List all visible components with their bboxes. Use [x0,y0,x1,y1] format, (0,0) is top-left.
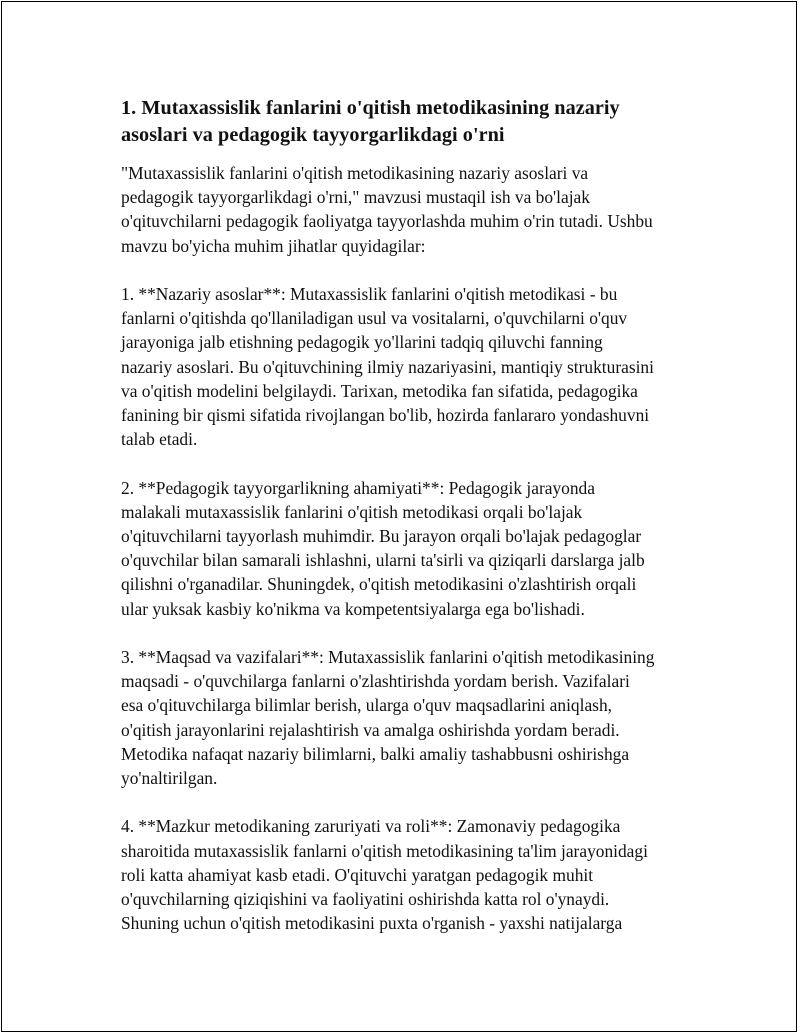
paragraph-goals-and-tasks: 3. **Maqsad va vazifalari**: Mutaxassislik fanlarini o'qitish metodikasining maqsadi - o'quvchilarga fanlarni o'zlashtirishda yordam berish. Vazifalari esa o'qituvchilarga bilimlar berish, ularga o'quv maqsadlarini aniqlash, o'qitish jarayonlarini rejalashtirish va amalga oshirishda yordam beradi. Metodika nafaqat nazariy bilimlarni, balki amaliy tashabbusni oshirishga yo'naltirilgan. [121,647,655,789]
paragraph-necessity-and-role: 4. **Mazkur metodikaning zaruriyati va roli**: Zamonaviy pedagogika sharoitida mutaxassislik fanlarni o'qitish metodikasining ta'lim jarayonidagi roli katta ahamiyat kasb etadi. O'qituvchi yaratgan pedagogik muhit o'quvchilarning qiziqishini va faoliyatini oshirishda katta rol o'ynaydi. Shuning uchun o'qitish metodikasini puxta o'rganish - yaxshi natijalarga [121,816,648,934]
document-page [1,1,797,1032]
intro-paragraph: "Mutaxassislik fanlarini o'qitish metodikasining nazariy asoslari va pedagogik tayyorgarlikdagi o'rni," mavzusi mustaqil ish va bo'lajak o'qituvchilarni pedagogik faoliyatga tayyorlashda muhim o'rin tutadi. Ushbu mavzu bo'yicha muhim jihatlar quyidagilar: [121,163,653,256]
document-content [121,95,691,960]
paragraph-theoretical-foundations: 1. **Nazariy asoslar**: Mutaxassislik fanlarini o'qitish metodikasi - bu fanlarni o'qitishda qo'llaniladigan usul va vositalarni, o'quvchilarni o'quv jarayoniga jalb etishning pedagogik yo'llarini tadqiq qiluvchi fanning nazariy asoslari. Bu o'qituvchining ilmiy nazariyasini, mantiqiy strukturasini va o'qitish modelini belgilaydi. Tarixan, metodika fan sifatida, pedagogika fanining bir qismi sifatida rivojlangan bo'lib, hozirda fanlararo yondashuvni talab etadi. [121,284,654,450]
section-heading: 1. Mutaxassislik fanlarini o'qitish metodikasining nazariy asoslari va pedagogik tayyorgarlikdagi o'rni [121,97,620,146]
paragraph-pedagogical-preparation: 2. **Pedagogik tayyorgarlikning ahamiyati**: Pedagogik jarayonda malakali mutaxassislik fanlarini o'qitish metodikasi orqali bo'lajak o'qituvchilarni tayyorlash muhimdir. Bu jarayon orqali bo'lajak pedagoglar o'quvchilar bilan samarali ishlashni, ularni ta'sirli va qiziqarli darslarga jalb qilishni o'rganadilar. Shuningdek, o'qitish metodikasini o'zlashtirish orqali ular yuksak kasbiy ko'nikma va kompetentsiyalarga ega bo'lishadi. [121,477,645,619]
